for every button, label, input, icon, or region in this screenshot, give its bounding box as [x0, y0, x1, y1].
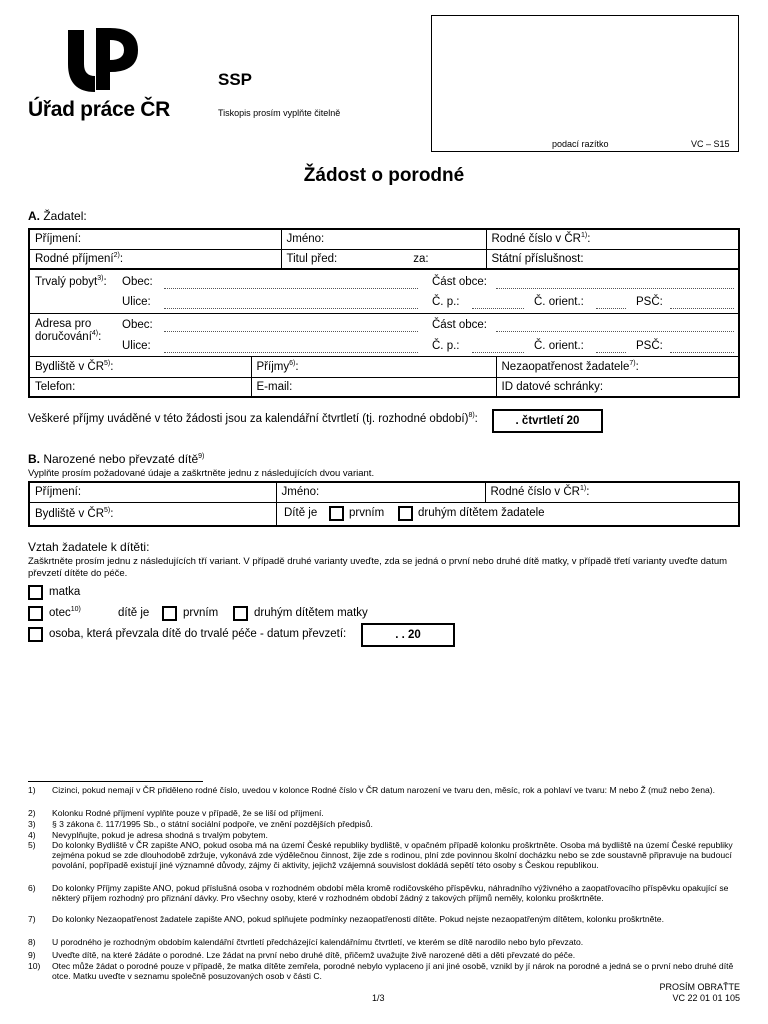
footnote-text: Do kolonky Nezaopatřenost žadatele zapište ANO, pokud splňujete podmínky nezaopatřenosti dítěte. Pokud nejste nezaopatřeným dítětem, kolonku proškrtněte. [52, 914, 664, 924]
child-residence-field[interactable]: Bydliště v ČR$^{5)}$: [29, 502, 276, 526]
municipality-label: Obec: [122, 276, 153, 288]
footnote-text: Uveďte dítě, na které žádáte o porodné. Lze žádat na první nebo druhé dítě, přičemž uvažujte živě narozené děti a děti převzaté do péče. [52, 950, 576, 960]
maiden-name-field[interactable]: Rodné příjmení$^{2)}$: [29, 249, 281, 269]
father-child-is-label: dítě je [118, 607, 150, 619]
father-first-checkbox[interactable] [162, 606, 177, 621]
permanent-residence-label: Trvalý pobyt$^{3)}$: [35, 275, 107, 288]
page-number: 1/3 [372, 993, 385, 1003]
part-of-municipality-input[interactable] [496, 288, 734, 289]
footnote-number: 9) [28, 950, 36, 960]
first-name-field[interactable]: Jméno: [281, 229, 486, 249]
delivery-municipality-label: Obec: [122, 319, 153, 331]
street-input[interactable] [164, 308, 418, 309]
delivery-municipality-input[interactable] [164, 331, 418, 332]
part-of-municipality-label: Část obce: [432, 276, 487, 288]
footnote-text: § 3 zákona č. 117/1995 Sb., o státní sociální podpoře, ve znění pozdějších předpisů. [52, 819, 373, 829]
delivery-part-input[interactable] [496, 331, 734, 332]
data-box-field[interactable]: ID datové schránky: [496, 377, 739, 397]
child-first-name-field[interactable]: Jméno: [276, 482, 485, 502]
footnote-number: 7) [28, 914, 36, 924]
delivery-street-label: Ulice: [122, 340, 151, 352]
postal-code-label: PSČ: [636, 296, 663, 308]
delivery-orientation-input[interactable] [596, 352, 626, 353]
stamp-box [431, 15, 739, 152]
mother-checkbox[interactable] [28, 585, 43, 600]
footnote-number: 10) [28, 961, 41, 971]
house-number-input[interactable] [472, 308, 524, 309]
footnote-number: 3) [28, 819, 36, 829]
academic-title-field[interactable]: Titul před: za: [281, 249, 486, 269]
father-first-label: prvním [183, 607, 219, 619]
father-label: otec$^{10)}$ [49, 606, 81, 619]
orientation-number-input[interactable] [596, 308, 626, 309]
footnote-divider [28, 781, 203, 782]
section-a-heading: A. Žadatel: [28, 209, 87, 223]
delivery-orientation-label: Č. orient.: [534, 340, 584, 352]
footnote-text: Do kolonky Bydliště v ČR zapište ANO, pokud osoba má na území České republiky bydliště, v opačném případě kolonku proškrtněte. Osoba má bydliště na území České republiky zejména pokud se zde dlouhodobě zdržuje, vykonává zde výdělečnou činnost, žije zde s rodinou, plní zde povinnou školní docházku nebo se zde soustavně připravuje na budoucí povolání, popřípadě existují jiné významné důvody, zájmy či aktivity, jejichž vzájemná souvislost dokládá sepětí této osoby s Českou republikou. [52, 840, 733, 871]
footnote-text: Otec může žádat o porodné pouze v případě, že matka dítěte zemřela, porodné nebylo vyplaceno jí ani jiné osobě, vznikl by jí nárok na porodné a jedná se o první nebo druhé dítě otce. Matku uveďte v seznamu společně posuzovaných osob v části C. [52, 961, 734, 982]
citizenship-field[interactable]: Státní příslušnost: [486, 249, 739, 269]
birth-number-field[interactable]: Rodné číslo v ČR$^{1)}$: [486, 229, 739, 249]
footnote-number: 8) [28, 937, 36, 947]
father-checkbox[interactable] [28, 606, 43, 621]
father-second-label: druhým dítětem matky [254, 607, 368, 619]
footnote-text: Nevyplňujte, pokud je adresa shodná s trvalým pobytem. [52, 830, 268, 840]
foster-label: osoba, která převzala dítě do trvalé péče - datum převzetí: [49, 628, 347, 640]
delivery-house-number-label: Č. p.: [432, 340, 460, 352]
footnote-number: 1) [28, 785, 36, 795]
street-label: Ulice: [122, 296, 151, 308]
applicant-table [28, 228, 740, 270]
municipality-input[interactable] [164, 288, 418, 289]
footnote-text: U porodného je rozhodným obdobím kalendářní čtvrtletí předcházející kalendářnímu čtvrtletí, ve kterém se dítě narodilo nebo bylo převzato. [52, 937, 584, 947]
delivery-house-number-input[interactable] [472, 352, 524, 353]
delivery-part-label: Část obce: [432, 319, 487, 331]
child-order-label: Dítě je [284, 507, 318, 519]
father-second-checkbox[interactable] [233, 606, 248, 621]
email-field[interactable]: E-mail: [251, 377, 496, 397]
footnote-number: 5) [28, 840, 36, 850]
section-b-heading: B. Narozené nebo převzaté dítě$^{9)}$ [28, 452, 205, 466]
form-code: VC – S15 [691, 139, 730, 149]
permanent-residence-block [28, 268, 740, 314]
footnote-number: 6) [28, 883, 36, 893]
delivery-address-label: Adresa pro [35, 318, 92, 330]
income-field[interactable]: Příjmy$^{6)}$: [251, 357, 496, 377]
quarter-input[interactable]: . čtvrtletí 20 [492, 409, 603, 433]
surname-field[interactable]: Příjmení: [29, 229, 281, 249]
footnote-number: 4) [28, 830, 36, 840]
footnote-text: Kolonku Rodné příjmení vyplňte pouze v případě, že se liší od příjmení. [52, 808, 324, 818]
house-number-label: Č. p.: [432, 296, 460, 308]
phone-field[interactable]: Telefon: [29, 377, 251, 397]
fill-instruction: Tiskopis prosím vyplňte čitelně [218, 108, 341, 118]
child-surname-field[interactable]: Příjmení: [29, 482, 276, 502]
delivery-postal-label: PSČ: [636, 340, 663, 352]
relation-instruction: Zaškrtněte prosím jednu z následujících tří variant. V případě druhé varianty uveďte, zda se jedná o první nebo druhé dítě matky, v případě třetí varianty uveďte datum převzetí dítěte do péče. [28, 556, 728, 579]
child-birth-number-field[interactable]: Rodné číslo v ČR$^{1)}$: [485, 482, 739, 502]
child-table [28, 481, 740, 527]
page-title: Žádost o porodné [303, 165, 465, 186]
child-second-checkbox[interactable] [398, 506, 413, 521]
footnote-text: Cizinci, pokud nemají v ČR přiděleno rodné číslo, uvedou v kolonce Rodné číslo v ČR datum narození ve tvaru den, měsíc, rok a pohlaví ve tvaru: M nebo Ž (muž nebo žena). [52, 785, 716, 795]
form-number: VC 22 01 01 105 [672, 993, 740, 1003]
delivery-address-label-2: doručování$^{4)}$: [35, 330, 102, 343]
mother-label: matka [49, 586, 81, 598]
brand-name: Úřad práce ČR [28, 98, 170, 121]
footnote-number: 2) [28, 808, 36, 818]
turn-over-note: PROSÍM OBRAŤTE [659, 982, 740, 992]
delivery-street-input[interactable] [164, 352, 418, 353]
orientation-number-label: Č. orient.: [534, 296, 584, 308]
applicant-contact-table [28, 357, 740, 398]
stamp-label: podací razítko [552, 139, 609, 149]
relation-heading: Vztah žadatele k dítěti: [28, 540, 150, 554]
delivery-postal-input[interactable] [670, 352, 734, 353]
dependency-field[interactable]: Nezaopatřenost žadatele$^{7)}$: [496, 357, 739, 377]
child-first-checkbox[interactable] [329, 506, 344, 521]
child-first-label: prvním [349, 507, 385, 519]
delivery-address-block [28, 314, 740, 357]
foster-date-input[interactable]: . . 20 [361, 623, 455, 647]
footnote-text: Do kolonky Příjmy zapište ANO, pokud příslušná osoba v rozhodném období měla kromě rodičovského příspěvku, náhradního výživného a zaopatřovacího příspěvku opakující se některý příjem rozhodný pro přiznání dávky. Pro všechny osoby, které v rozhodném období žádný z takových příjmů neměly, kolonku proškrtněte. [52, 883, 729, 904]
postal-code-input[interactable] [670, 308, 734, 309]
child-second-label: druhým dítětem žadatele [418, 507, 545, 519]
residence-cz-field[interactable]: Bydliště v ČR$^{5)}$: [29, 357, 251, 377]
income-period-statement: Veškeré příjmy uváděné v této žádosti jsou za kalendářní čtvrtletí (tj. rozhodné období)$^{8)}$: [28, 412, 478, 425]
form-series: SSP [218, 70, 253, 89]
up-cr-logo [66, 24, 140, 94]
section-b-instruction: Vyplňte prosím požadované údaje a zaškrtněte jednu z následujících dvou variant. [28, 468, 375, 479]
foster-checkbox[interactable] [28, 627, 43, 642]
